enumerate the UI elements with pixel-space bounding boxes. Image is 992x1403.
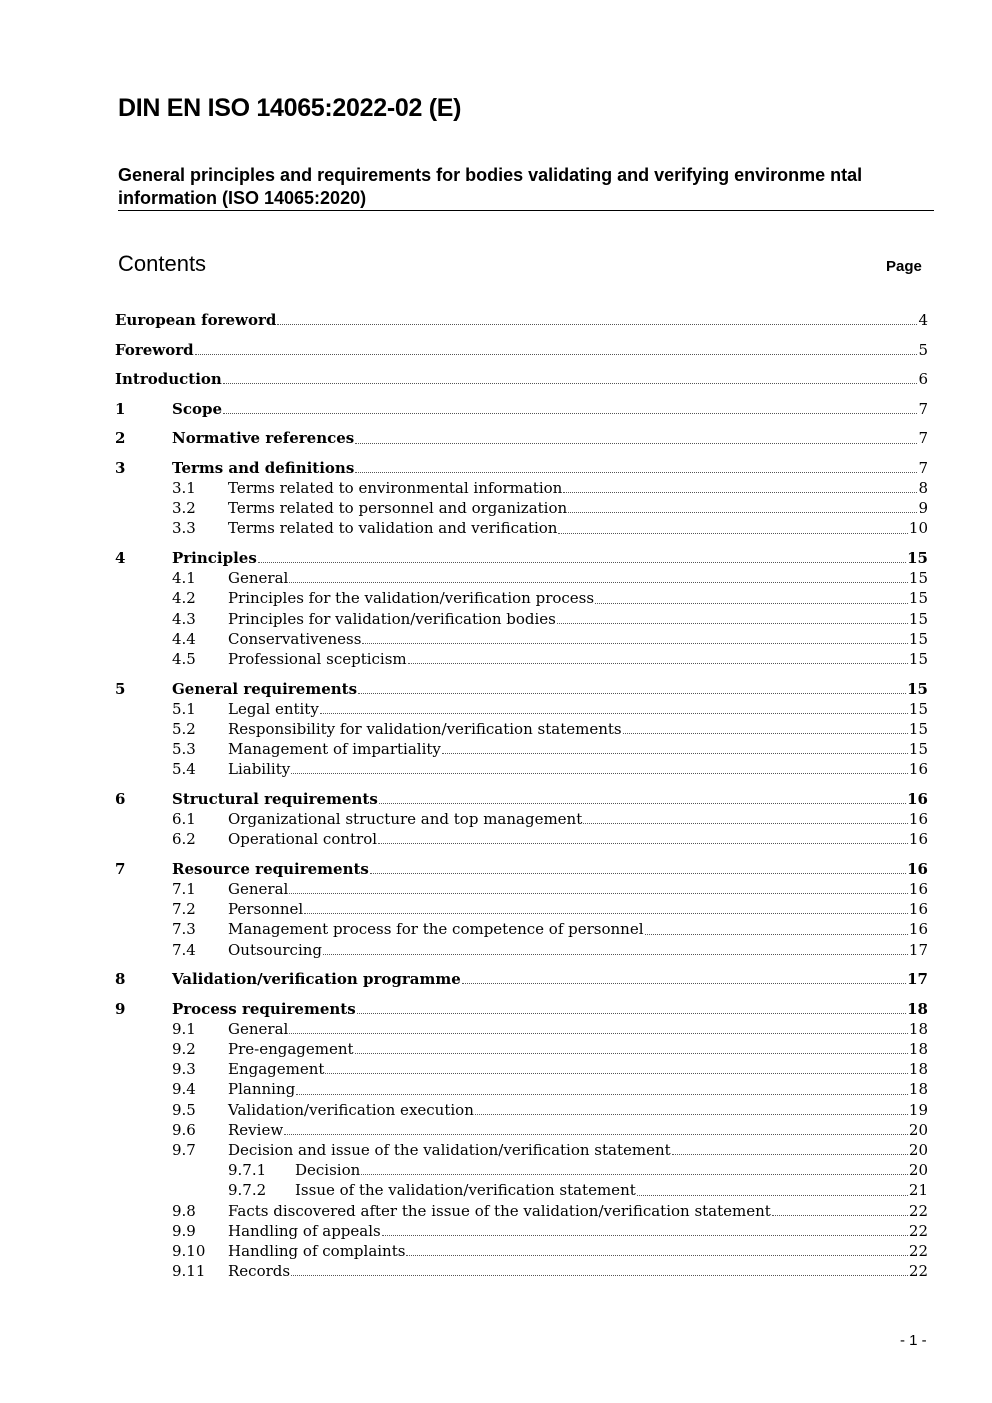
toc-entry-number: 6.2 <box>172 830 196 849</box>
toc-dot-leader <box>296 1094 908 1095</box>
toc-entry[interactable] <box>115 498 928 518</box>
toc-entry-number: 9.6 <box>172 1120 196 1139</box>
toc-entry-label: Decision <box>295 1161 361 1180</box>
toc-entry-page: 16 <box>908 830 928 849</box>
toc-dot-leader <box>442 753 908 754</box>
toc-dot-leader <box>289 582 908 583</box>
toc-dot-leader <box>358 693 906 694</box>
page-number: - 1 - <box>900 1332 927 1349</box>
toc-entry-label: Responsibility for validation/verification statements <box>228 719 622 738</box>
toc-dot-leader <box>289 893 908 894</box>
toc-entry[interactable] <box>115 699 928 719</box>
toc-dot-leader <box>355 1053 908 1054</box>
toc-entry[interactable] <box>115 999 928 1019</box>
toc-entry[interactable] <box>115 1079 928 1099</box>
toc-entry-page: 5 <box>918 340 928 359</box>
toc-entry[interactable] <box>115 568 928 588</box>
toc-entry[interactable] <box>115 899 928 919</box>
toc-dot-leader <box>320 713 908 714</box>
toc-entry-page: 18 <box>908 1080 928 1099</box>
toc-entry-label: Terms related to validation and verification <box>228 519 558 538</box>
toc-entry-label: Resource requirements <box>172 859 369 878</box>
toc-entry[interactable] <box>115 1261 928 1281</box>
toc-entry-label: Principles <box>172 549 257 568</box>
toc-entry-page: 7 <box>918 458 928 477</box>
toc-entry-label: Records <box>228 1262 291 1281</box>
toc-entry-number: 9.3 <box>172 1060 196 1079</box>
contents-heading: Contents <box>118 251 207 276</box>
toc-entry[interactable] <box>115 919 928 939</box>
toc-entry-number: 9 <box>115 999 126 1018</box>
toc-entry-label: Terms related to personnel and organization <box>228 499 568 518</box>
toc-entry-page: 15 <box>908 589 928 608</box>
toc-entry-label: Facts discovered after the issue of the validation/verification statement <box>228 1201 771 1220</box>
toc-entry-page: 15 <box>908 629 928 648</box>
toc-entry[interactable] <box>115 1160 928 1180</box>
page-column-heading: Page <box>886 258 922 275</box>
toc-entry-page: 8 <box>918 479 928 498</box>
toc-dot-leader <box>291 773 908 774</box>
toc-entry-page: 16 <box>908 900 928 919</box>
toc-entry-page: 16 <box>908 880 928 899</box>
toc-dot-leader <box>378 843 908 844</box>
toc-entry[interactable] <box>115 719 928 739</box>
toc-entry[interactable] <box>115 969 928 989</box>
toc-dot-leader <box>672 1154 908 1155</box>
toc-entry-label: Engagement <box>228 1060 325 1079</box>
toc-entry-label: Validation/verification programme <box>172 970 461 989</box>
toc-entry-number: 3.2 <box>172 499 196 518</box>
toc-entry-label: Planning <box>228 1080 296 1099</box>
toc-dot-leader <box>284 1134 908 1135</box>
toc-entry[interactable] <box>115 1221 928 1241</box>
toc-entry[interactable] <box>115 548 928 568</box>
toc-dot-leader <box>357 1013 906 1014</box>
toc-entry-label: Normative references <box>172 429 355 448</box>
toc-entry[interactable] <box>115 1039 928 1059</box>
toc-entry-page: 16 <box>908 920 928 939</box>
toc-dot-leader <box>583 823 908 824</box>
toc-dot-leader <box>291 1275 908 1276</box>
toc-dot-leader <box>277 324 917 325</box>
toc-dot-leader <box>408 663 908 664</box>
toc-entry-page: 4 <box>918 311 928 329</box>
toc-entry-number: 9.11 <box>172 1262 206 1281</box>
toc-entry[interactable] <box>115 340 928 360</box>
toc-entry-label: Principles for validation/verification bodies <box>228 609 556 628</box>
toc-entry-number: 1 <box>115 399 126 418</box>
toc-entry-number: 8 <box>115 970 126 989</box>
toc-entry-page: 15 <box>907 549 928 568</box>
title-rule <box>118 210 934 211</box>
toc-entry-label: Operational control <box>228 830 378 849</box>
toc-dot-leader <box>370 873 906 874</box>
toc-entry-label: General <box>228 569 289 588</box>
toc-entry[interactable] <box>115 829 928 849</box>
toc-entry-number: 5.2 <box>172 719 196 738</box>
toc-entry-page: 15 <box>908 569 928 588</box>
toc-entry-number: 3 <box>115 458 126 477</box>
toc-entry-page: 15 <box>908 649 928 668</box>
toc-entry-page: 22 <box>908 1201 928 1220</box>
toc-entry[interactable] <box>115 1180 928 1200</box>
toc-entry-number: 9.10 <box>172 1241 206 1260</box>
toc-entry[interactable] <box>115 739 928 759</box>
toc-entry-number: 9.7.1 <box>228 1161 267 1180</box>
toc-entry-number: 7.1 <box>172 880 196 899</box>
toc-entry[interactable] <box>115 759 928 779</box>
toc-entry[interactable] <box>115 369 928 389</box>
toc-dot-leader <box>289 1033 908 1034</box>
toc-entry-page: 22 <box>908 1262 928 1281</box>
toc-entry-page: 17 <box>908 940 928 959</box>
toc-entry-label: General <box>228 1019 289 1038</box>
table-of-contents <box>115 310 928 1281</box>
toc-dot-leader <box>258 562 906 563</box>
toc-entry-page: 16 <box>908 810 928 829</box>
toc-entry-number: 9.9 <box>172 1221 196 1240</box>
toc-entry-number: 9.2 <box>172 1040 196 1059</box>
toc-entry-label: Professional scepticism <box>228 649 407 668</box>
toc-dot-leader <box>772 1215 908 1216</box>
toc-entry[interactable] <box>115 1059 928 1079</box>
toc-entry-page: 22 <box>908 1221 928 1240</box>
toc-entry-label: European foreword <box>115 311 277 329</box>
toc-dot-leader <box>645 934 908 935</box>
toc-entry-number: 6 <box>115 789 126 808</box>
toc-dot-leader <box>557 623 908 624</box>
toc-entry-number: 9.7 <box>172 1141 196 1160</box>
toc-entry-number: 4.2 <box>172 589 196 608</box>
toc-entry-page: 22 <box>908 1241 928 1260</box>
toc-dot-leader <box>223 413 917 414</box>
toc-dot-leader <box>223 383 918 384</box>
toc-entry-number: 5 <box>115 679 126 698</box>
toc-entry-page: 19 <box>908 1100 928 1119</box>
toc-entry-label: Introduction <box>115 370 222 389</box>
toc-dot-leader <box>323 954 908 955</box>
toc-dot-leader <box>361 1174 908 1175</box>
toc-dot-leader <box>595 603 908 604</box>
toc-entry-label: Decision and issue of the validation/verification statement <box>228 1141 671 1160</box>
toc-dot-leader <box>382 1235 908 1236</box>
toc-entry-page: 20 <box>908 1141 928 1160</box>
toc-entry-label: Scope <box>172 399 223 418</box>
toc-entry-page: 21 <box>908 1181 928 1200</box>
toc-entry-label: Management of impartiality <box>228 740 441 759</box>
toc-entry-page: 15 <box>908 740 928 759</box>
toc-entry-number: 7.4 <box>172 940 196 959</box>
toc-entry-number: 4.3 <box>172 609 196 628</box>
toc-entry[interactable] <box>115 458 928 478</box>
toc-entry-page: 18 <box>908 1040 928 1059</box>
toc-entry-page: 7 <box>918 429 928 448</box>
toc-entry[interactable] <box>115 1120 928 1140</box>
toc-entry[interactable] <box>115 399 928 419</box>
toc-entry-number: 6.1 <box>172 810 196 829</box>
toc-dot-leader <box>558 533 907 534</box>
toc-entry-number: 9.5 <box>172 1100 196 1119</box>
toc-dot-leader <box>637 1195 908 1196</box>
toc-entry-label: Process requirements <box>172 999 356 1018</box>
toc-entry[interactable] <box>115 588 928 608</box>
toc-dot-leader <box>462 983 906 984</box>
toc-entry[interactable] <box>115 310 928 330</box>
toc-dot-leader <box>355 472 917 473</box>
toc-entry-page: 15 <box>908 719 928 738</box>
toc-entry-number: 4.4 <box>172 629 196 648</box>
toc-dot-leader <box>563 492 917 493</box>
toc-dot-leader <box>379 803 906 804</box>
toc-entry-number: 9.7.2 <box>228 1181 267 1200</box>
toc-entry-label: Conservativeness <box>228 629 362 648</box>
toc-entry[interactable] <box>115 1140 928 1160</box>
toc-entry-number: 5.4 <box>172 760 196 779</box>
toc-entry-label: Principles for the validation/verification process <box>228 589 595 608</box>
toc-dot-leader <box>362 643 907 644</box>
toc-entry[interactable] <box>115 609 928 629</box>
toc-entry-number: 3.3 <box>172 519 196 538</box>
toc-entry-number: 2 <box>115 429 126 448</box>
toc-entry-label: Pre-engagement <box>228 1040 354 1059</box>
toc-entry-page: 10 <box>908 519 928 538</box>
toc-dot-leader <box>325 1073 907 1074</box>
toc-entry-page: 16 <box>907 859 928 878</box>
toc-entry-page: 6 <box>918 370 928 389</box>
toc-entry-page: 9 <box>918 499 928 518</box>
toc-entry-label: Foreword <box>115 340 194 359</box>
toc-entry[interactable] <box>115 879 928 899</box>
toc-entry-page: 15 <box>908 609 928 628</box>
toc-entry-page: 20 <box>908 1120 928 1139</box>
toc-entry[interactable] <box>115 679 928 699</box>
toc-entry[interactable] <box>115 1201 928 1221</box>
toc-entry-page: 15 <box>908 699 928 718</box>
toc-entry-label: Handling of complaints <box>228 1241 406 1260</box>
toc-entry-label: Review <box>228 1120 284 1139</box>
toc-entry-label: Outsourcing <box>228 940 323 959</box>
toc-entry-number: 5.1 <box>172 699 196 718</box>
toc-entry-number: 9.1 <box>172 1019 196 1038</box>
toc-entry-label: Handling of appeals <box>228 1221 381 1240</box>
toc-entry-page: 7 <box>918 399 928 418</box>
toc-entry[interactable] <box>115 629 928 649</box>
toc-entry[interactable] <box>115 1019 928 1039</box>
toc-entry-label: General requirements <box>172 679 358 698</box>
toc-entry-number: 3.1 <box>172 479 196 498</box>
document-title: DIN EN ISO 14065:2022-02 (E) <box>118 94 462 122</box>
toc-entry-page: 15 <box>907 679 928 698</box>
toc-entry[interactable] <box>115 940 928 960</box>
toc-entry[interactable] <box>115 428 928 448</box>
toc-dot-leader <box>406 1255 907 1256</box>
toc-entry-label: Management process for the competence of personnel <box>228 920 644 939</box>
toc-entry-number: 9.4 <box>172 1080 196 1099</box>
toc-entry[interactable] <box>115 1100 928 1120</box>
toc-entry-page: 18 <box>907 999 928 1018</box>
toc-entry-label: Legal entity <box>228 699 319 718</box>
toc-dot-leader <box>568 512 917 513</box>
toc-dot-leader <box>304 913 908 914</box>
toc-entry-number: 7.2 <box>172 900 196 919</box>
toc-entry[interactable] <box>115 649 928 669</box>
toc-entry[interactable] <box>115 859 928 879</box>
toc-entry-label: Validation/verification execution <box>228 1100 474 1119</box>
toc-entry-number: 4.1 <box>172 569 196 588</box>
toc-entry-label: Terms and definitions <box>172 458 355 477</box>
toc-entry-number: 7 <box>115 859 126 878</box>
toc-entry-label: Structural requirements <box>172 789 378 808</box>
toc-entry-page: 18 <box>908 1060 928 1079</box>
toc-entry-page: 20 <box>908 1161 928 1180</box>
toc-entry[interactable] <box>115 518 928 538</box>
toc-entry-label: Organizational structure and top management <box>228 810 583 829</box>
toc-entry-number: 5.3 <box>172 740 196 759</box>
toc-entry-label: Terms related to environmental information <box>228 479 563 498</box>
toc-entry-label: Issue of the validation/verification statement <box>295 1181 636 1200</box>
toc-dot-leader <box>475 1114 908 1115</box>
toc-entry-page: 18 <box>908 1019 928 1038</box>
toc-entry[interactable] <box>115 789 928 809</box>
toc-entry-number: 4.5 <box>172 649 196 668</box>
toc-entry-page: 16 <box>908 760 928 779</box>
toc-entry-label: Personnel <box>228 900 304 919</box>
toc-entry[interactable] <box>115 1241 928 1261</box>
toc-entry-label: General <box>228 880 289 899</box>
document-subtitle: General principles and requirements for bodies validating and verifying environme ntal information (ISO 14065:2020) <box>118 165 863 208</box>
toc-entry-number: 7.3 <box>172 920 196 939</box>
toc-entry-page: 16 <box>907 789 928 808</box>
toc-entry[interactable] <box>115 478 928 498</box>
toc-dot-leader <box>195 354 918 355</box>
toc-entry-number: 4 <box>115 549 126 568</box>
toc-entry-label: Liability <box>228 760 291 779</box>
toc-dot-leader <box>623 733 908 734</box>
toc-entry[interactable] <box>115 809 928 829</box>
toc-entry-page: 17 <box>907 970 928 989</box>
toc-dot-leader <box>355 443 917 444</box>
toc-entry-number: 9.8 <box>172 1201 196 1220</box>
